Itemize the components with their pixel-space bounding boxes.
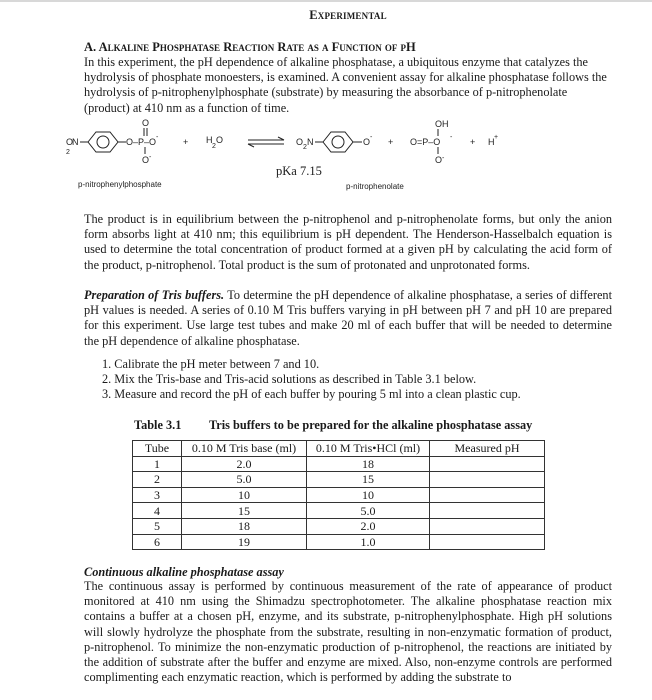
table-cell <box>430 472 545 488</box>
svg-text:+: + <box>470 137 476 147</box>
table-title: Tris buffers to be prepared for the alkaline phosphatase assay <box>209 418 533 432</box>
table-cell: 18 <box>307 456 430 472</box>
table-row <box>133 456 545 472</box>
prep-lead: Preparation of Tris buffers. <box>84 288 225 302</box>
svg-text:H: H <box>488 137 495 147</box>
section-title: A. Alkaline Phosphatase Reaction Rate as a Function of pH <box>84 40 416 54</box>
table-cell <box>430 487 545 503</box>
table-cell: 1.0 <box>307 534 430 550</box>
table-cell <box>430 518 545 534</box>
table-row <box>133 503 545 519</box>
table-row <box>133 534 545 550</box>
svg-text:-: - <box>450 134 453 141</box>
page-top-border <box>0 0 652 2</box>
svg-text:-: - <box>149 154 152 161</box>
prep-text: To determine the pH dependence of alkaline phosphatase, a series of different pH values is needed. A series of 0.10 M Tris buffers varying in pH between pH 7 and pH 10 are prepared for this experiment. Use large test tubes and make 20 ml of each buffer that will be needed to determine the pH dependence of alkaline phosphatase. <box>84 288 612 348</box>
table-row <box>133 487 545 503</box>
table-cell <box>430 534 545 550</box>
table-cell: 15 <box>307 472 430 488</box>
reaction-scheme <box>66 112 644 197</box>
table-row <box>133 472 545 488</box>
table-cell <box>430 503 545 519</box>
equilibrium-paragraph: The product is in equilibrium between the p-nitrophenol and p-nitrophenolate forms, but only the anion form absorbs light at 410 nm; this equilibrium is pH dependent. The Henderson-Hasselbalch equation is used to determine the total concentration of product formed at a given pH by calculating the acid form of the product, p-nitrophenol. Total product is the sum of protonated and unprotonated forms. <box>84 212 612 272</box>
svg-text:O: O <box>66 137 74 147</box>
intro-paragraph: In this experiment, the pH dependence of alkaline phosphatase, a ubiquitous enzyme that catalyzes the hydrolysis of phosphate monoesters, is examined. A convenient assay for alkaline phosphatase follows the hydrolysis of p-nitrophenylphosphate (substrate) by measuring the absorbance of p-nitrophenolate (product) at 410 nm as a function of time. <box>84 55 607 115</box>
svg-text:O: O <box>216 135 224 145</box>
pka-label: pKa 7.15 <box>276 164 322 178</box>
page-heading: Experimental <box>309 8 387 22</box>
column-header: Tube <box>133 441 182 457</box>
table-cell: 10 <box>307 487 430 503</box>
table-cell: 2 <box>133 472 182 488</box>
svg-text:OH: OH <box>435 119 449 129</box>
svg-text:O: O <box>142 155 150 165</box>
svg-text:N: N <box>72 137 79 147</box>
svg-text:H: H <box>206 135 213 145</box>
product-label: p-nitrophenolate <box>346 182 404 191</box>
step-item: 2. Mix the Tris-base and Tris-acid solutions as described in Table 3.1 below. <box>102 372 477 387</box>
svg-text:O=P–O: O=P–O <box>410 137 441 147</box>
step-item: 3. Measure and record the pH of each buffer by pouring 5 ml into a clean plastic cup. <box>102 387 521 402</box>
table-cell: 5.0 <box>307 503 430 519</box>
table-cell: 10 <box>182 487 307 503</box>
svg-text:O: O <box>435 155 443 165</box>
table-cell: 2.0 <box>307 518 430 534</box>
table-cell: 15 <box>182 503 307 519</box>
table-row <box>133 518 545 534</box>
table-cell: 3 <box>133 487 182 503</box>
svg-text:O: O <box>363 137 371 147</box>
svg-text:O: O <box>296 137 304 147</box>
substrate-label: p-nitrophenylphosphate <box>78 180 162 189</box>
svg-text:O: O <box>142 118 150 128</box>
table-cell: 19 <box>182 534 307 550</box>
svg-text:2: 2 <box>303 144 307 151</box>
table-cell: 5 <box>133 518 182 534</box>
table-cell <box>430 456 545 472</box>
table-cell: 6 <box>133 534 182 550</box>
tris-buffer-table <box>132 440 545 550</box>
column-header: 0.10 M Tris base (ml) <box>182 441 307 457</box>
svg-text:O–P–O: O–P–O <box>126 137 157 147</box>
table-cell: 5.0 <box>182 472 307 488</box>
svg-text:-: - <box>442 155 445 162</box>
continuous-assay-paragraph: The continuous assay is performed by continuous measurement of the rate of appearance of product monitored at 410 nm using the Shimadzu spectrophotometer. The alkaline phosphatase reaction mix contains a buffer at a chosen pH, enzyme, and its substrate, p-nitrophenylphosphate. High pH solutions will slowly hydrolyze the phosphate from the substrate, resulting in non-enzymatic formation of product, p-nitrophenol. To minimize the non-enzymatic production of p-nitrophenol, the reactions are initiated by the addition of substrate after the buffer and enzyme are mixed. Also, non-enzyme controls are performed complimenting each enzymatic reaction, which is performed by adding the substrate to <box>84 579 612 685</box>
step-item: 1. Calibrate the pH meter between 7 and 10. <box>102 357 320 371</box>
svg-text:-: - <box>156 134 159 141</box>
table-cell: 1 <box>133 456 182 472</box>
svg-text:N: N <box>307 137 314 147</box>
column-header: 0.10 M Tris•HCl (ml) <box>307 441 430 457</box>
table-cell: 4 <box>133 503 182 519</box>
continuous-assay-heading: Continuous alkaline phosphatase assay <box>84 565 284 579</box>
svg-text:-: - <box>370 134 373 141</box>
svg-text:+: + <box>494 134 499 141</box>
svg-text:+: + <box>388 137 394 147</box>
table-cell: 2.0 <box>182 456 307 472</box>
table-number: Table 3.1 <box>134 418 182 432</box>
svg-text:2: 2 <box>66 149 70 156</box>
column-header: Measured pH <box>430 441 545 457</box>
table-cell: 18 <box>182 518 307 534</box>
table-caption <box>134 418 532 433</box>
table-header-row <box>133 441 545 457</box>
svg-text:2: 2 <box>212 143 216 150</box>
procedure-steps <box>102 357 521 403</box>
prep-paragraph <box>84 288 612 349</box>
svg-text:+: + <box>183 137 189 147</box>
